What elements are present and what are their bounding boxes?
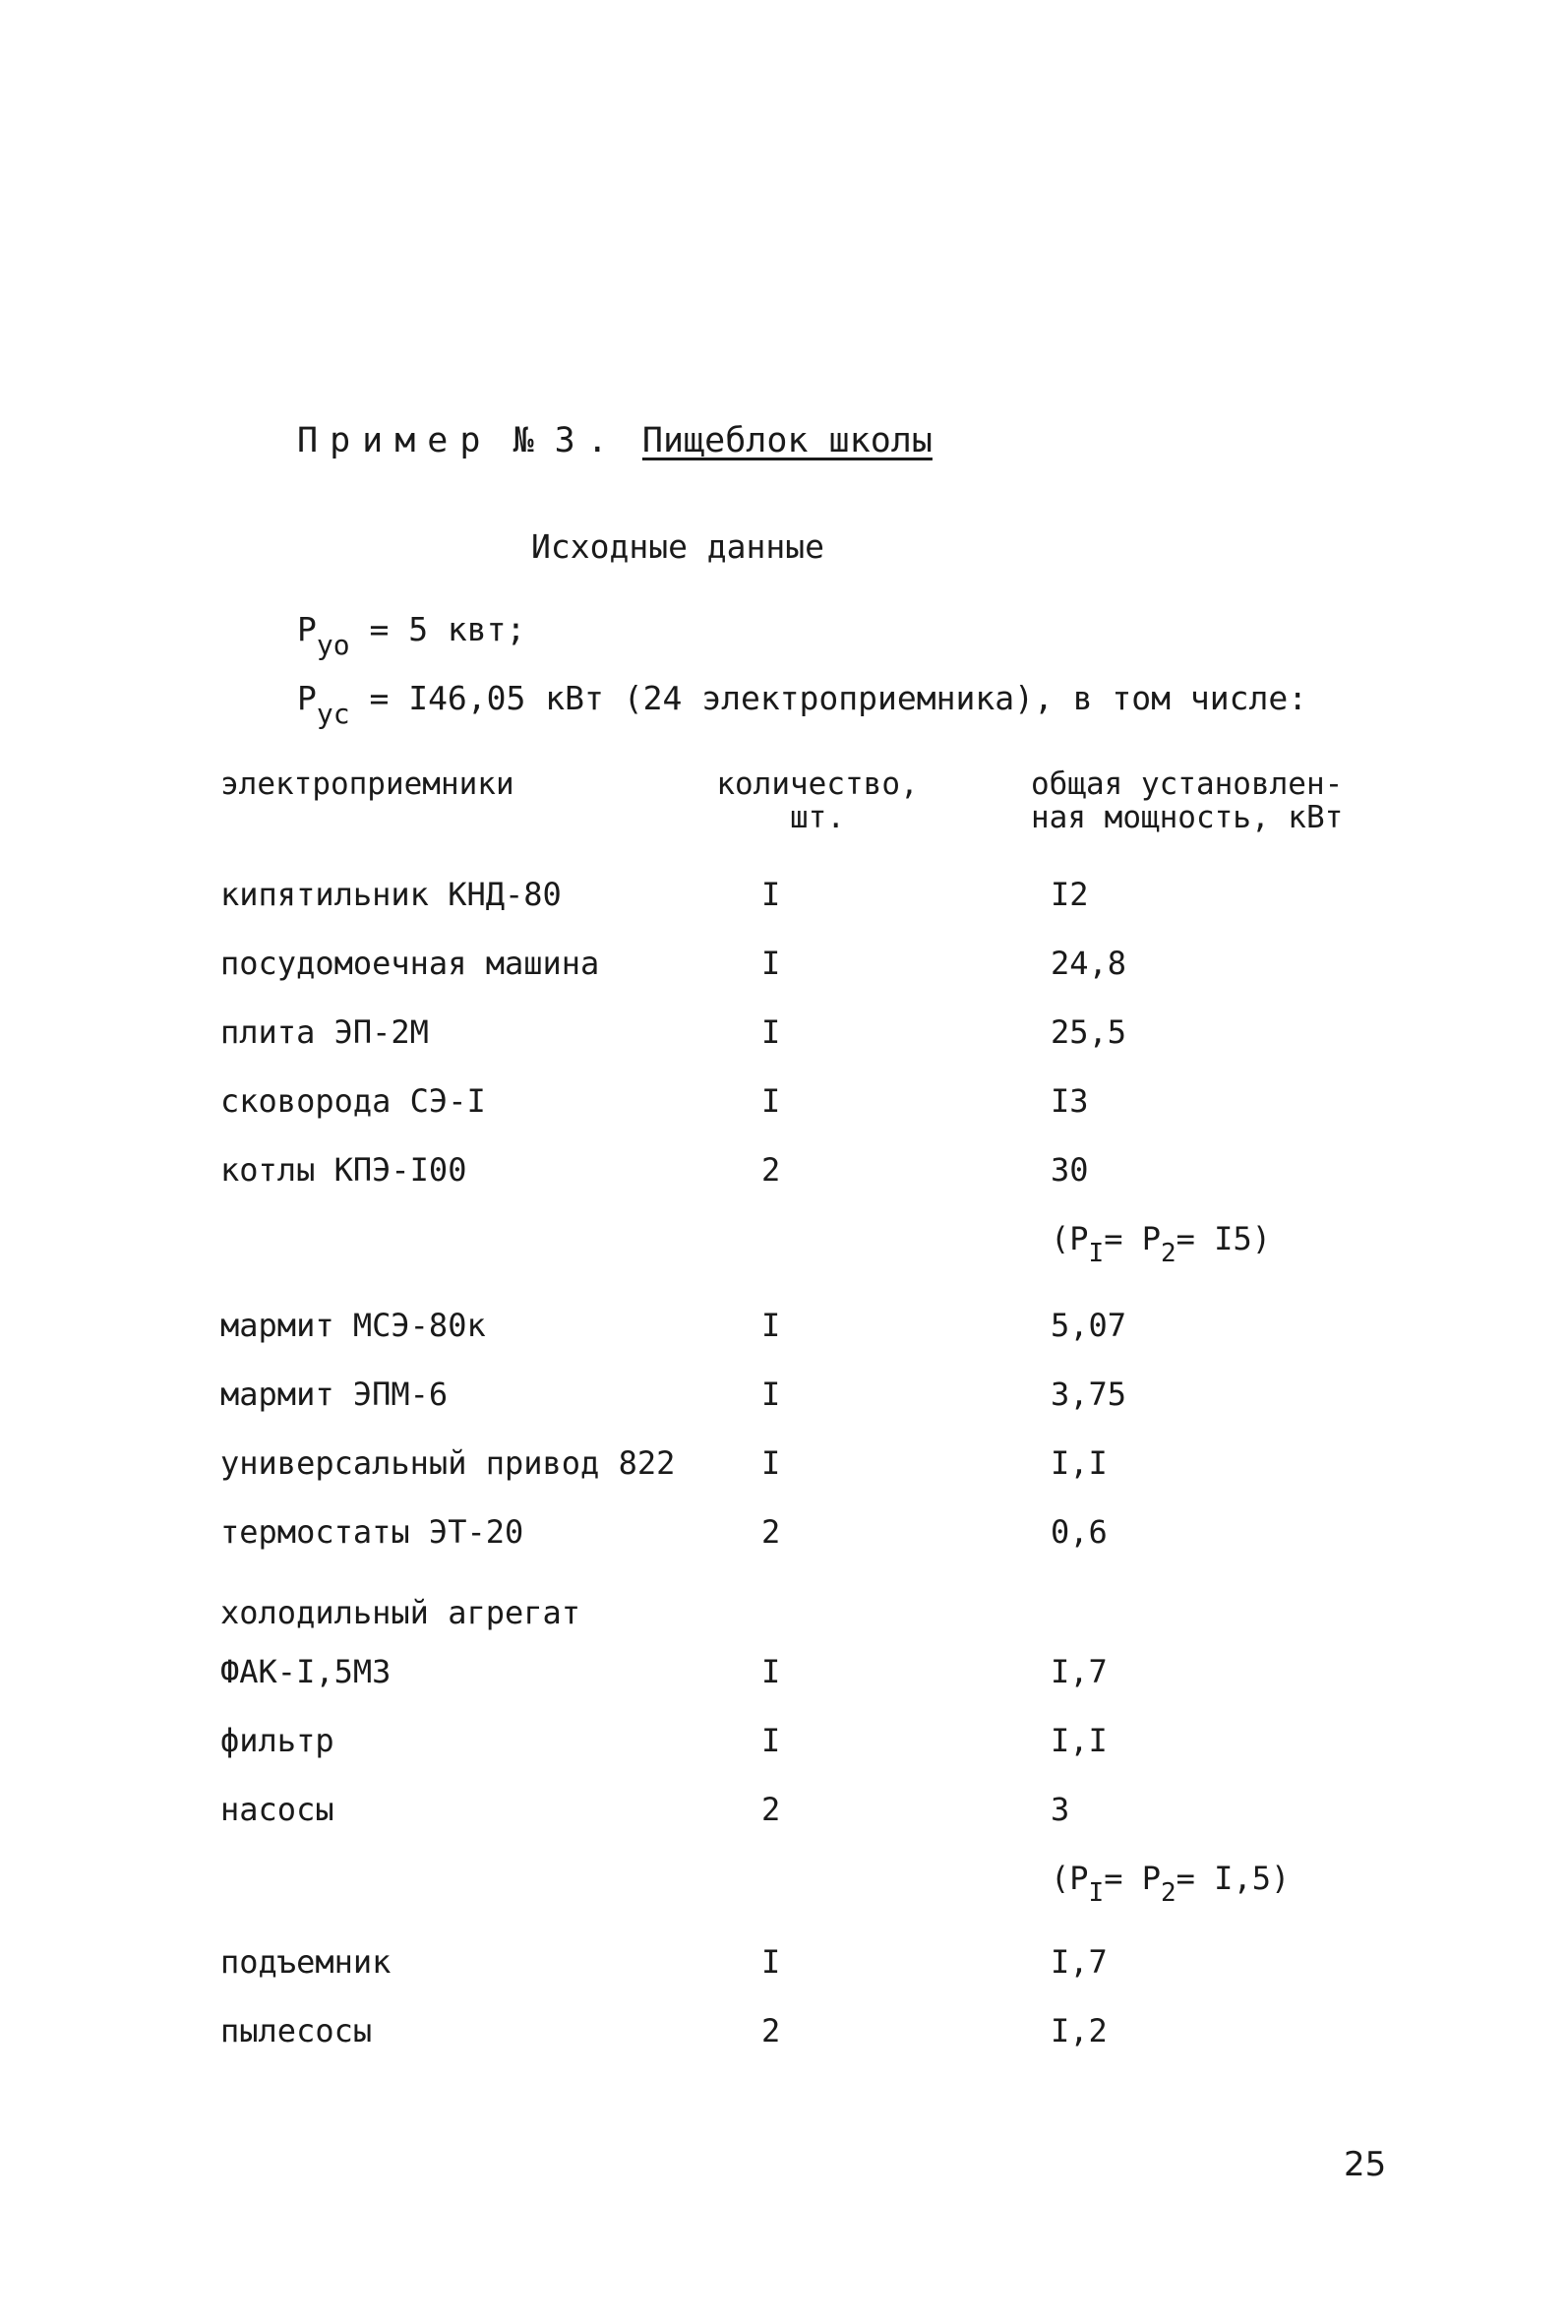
note-mid: = P (1104, 1220, 1161, 1257)
row-name: универсальный привод 822 (220, 1444, 676, 1482)
table-row (0, 1513, 1568, 1562)
row-qty: 2 (761, 1791, 781, 1828)
note-subscript-2: 2 (1160, 1878, 1176, 1908)
note-subscript-2: 2 (1160, 1239, 1176, 1268)
row-qty: I (761, 1943, 781, 1981)
row-qty: 2 (761, 1513, 781, 1551)
table-row (0, 1376, 1568, 1425)
row-power: I,I (1051, 1722, 1108, 1759)
column-header-name: электроприемники (220, 766, 514, 802)
column-header-power (1031, 767, 1343, 834)
row-power: I3 (1051, 1082, 1089, 1120)
note-close: = I5) (1176, 1220, 1271, 1257)
row-name: пылесосы (220, 2012, 373, 2049)
note-open: (P (1051, 1860, 1089, 1897)
row-power: 24,8 (1051, 945, 1127, 982)
example-heading (297, 421, 933, 460)
row-qty: I (761, 1013, 781, 1051)
column-header-qty (704, 767, 931, 834)
row-name: насосы (220, 1791, 334, 1828)
row-name: плита ЭП-2М (220, 1013, 429, 1051)
table-row (0, 945, 1568, 994)
row-qty: I (761, 1722, 781, 1759)
row-qty: I (761, 1653, 781, 1690)
row-qty: I (761, 1307, 781, 1344)
table-row (0, 1943, 1568, 1992)
column-header-power-line2: ная мощность, кВт (1031, 800, 1344, 835)
table-row (0, 1594, 1568, 1643)
note-mid: = P (1104, 1860, 1161, 1897)
column-header-power-line1: общая установлен- (1031, 766, 1344, 802)
initial-data-heading: Исходные данные (531, 527, 825, 566)
row-power: I,7 (1051, 1943, 1108, 1981)
row-power: I2 (1051, 876, 1089, 913)
formula-installed-power (297, 679, 1308, 730)
table-row-note (0, 1860, 1568, 1909)
row-qty: I (761, 1082, 781, 1120)
row-power: I,I (1051, 1444, 1108, 1482)
table-row (0, 1791, 1568, 1840)
note-subscript-1: I (1088, 1239, 1105, 1268)
row-power-breakdown (1051, 1860, 1291, 1908)
note-subscript-1: I (1088, 1878, 1105, 1908)
row-name: посудомоечная машина (220, 945, 600, 982)
formula-lighting-power (297, 610, 526, 661)
row-name: ФАК-I,5МЗ (220, 1653, 392, 1690)
row-qty: I (761, 1376, 781, 1413)
heading-dot: . (586, 421, 608, 460)
note-open: (P (1051, 1220, 1089, 1257)
table-row (0, 1151, 1568, 1200)
row-name: термостаты ЭТ-20 (220, 1513, 524, 1551)
table-row (0, 1013, 1568, 1063)
formula-subscript: уо (316, 629, 350, 661)
heading-number-sign: № (513, 421, 534, 460)
row-name: котлы КПЭ-I00 (220, 1151, 467, 1189)
column-header-qty-line1: количество, (716, 766, 919, 802)
row-power: 30 (1051, 1151, 1089, 1189)
page-number: 25 (1344, 2145, 1387, 2184)
formula-symbol: P (297, 679, 317, 717)
row-name: холодильный агрегат (220, 1594, 581, 1631)
table-row (0, 1307, 1568, 1356)
row-name: мармит ЭПМ-6 (220, 1376, 449, 1413)
row-name: сковорода СЭ-I (220, 1082, 486, 1120)
row-power-breakdown (1051, 1220, 1271, 1268)
heading-label: Пример (297, 421, 493, 460)
row-qty: 2 (761, 1151, 781, 1189)
column-header-qty-line2: шт. (790, 800, 845, 835)
formula-value: = I46,05 кВт (24 электроприемника), в том числе: (349, 679, 1308, 717)
table-row (0, 1653, 1568, 1702)
row-power: 0,6 (1051, 1513, 1108, 1551)
row-power: 5,07 (1051, 1307, 1127, 1344)
row-power: I,2 (1051, 2012, 1108, 2049)
row-name: мармит МСЭ-80к (220, 1307, 486, 1344)
row-name: подъемник (220, 1943, 392, 1981)
row-qty: I (761, 945, 781, 982)
row-name: кипятильник КНД-80 (220, 876, 562, 913)
table-row (0, 1722, 1568, 1771)
note-close: = I,5) (1176, 1860, 1291, 1897)
table-row (0, 1082, 1568, 1131)
formula-subscript: ус (316, 698, 350, 730)
row-name: фильтр (220, 1722, 334, 1759)
table-row-note (0, 1220, 1568, 1269)
table-row (0, 1444, 1568, 1494)
row-qty: I (761, 1444, 781, 1482)
row-power: 25,5 (1051, 1013, 1127, 1051)
table-row (0, 2012, 1568, 2061)
row-power: 3 (1051, 1791, 1070, 1828)
formula-value: = 5 квт; (349, 610, 526, 648)
table-row (0, 876, 1568, 925)
row-power: I,7 (1051, 1653, 1108, 1690)
heading-title: Пищеблок школы (641, 421, 933, 460)
formula-symbol: P (297, 610, 317, 648)
row-qty: I (761, 876, 781, 913)
row-power: 3,75 (1051, 1376, 1127, 1413)
heading-number: 3 (554, 421, 587, 460)
row-qty: 2 (761, 2012, 781, 2049)
